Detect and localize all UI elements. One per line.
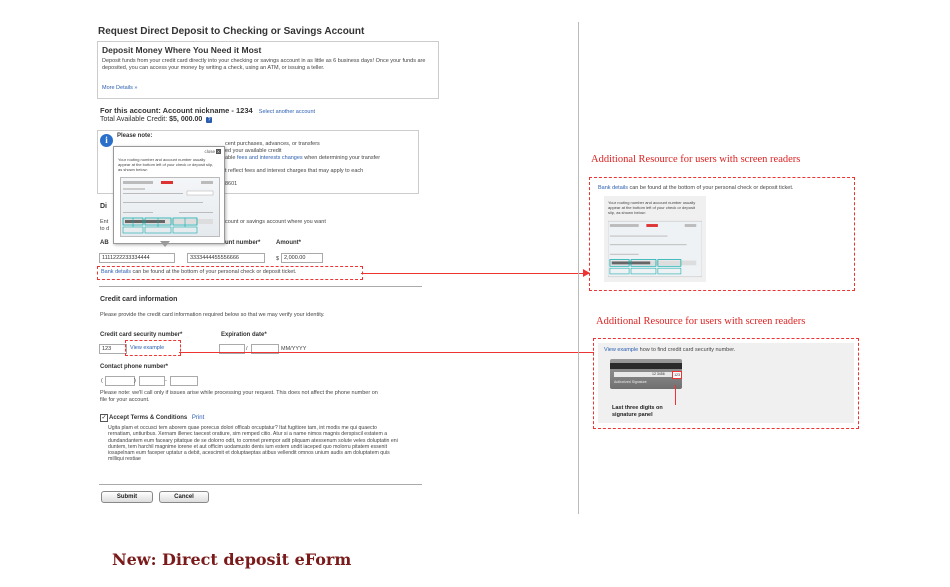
account-number-input[interactable]: 3333444455556666 — [187, 253, 265, 263]
help-icon[interactable]: ? — [207, 117, 211, 123]
intro-text: Deposit funds from your credit card directly into your checking or savings account in as little as 6 business days! Once your funds are deposited, you can access your money by writing a check, using an ATM, or issuing a teller. — [102, 58, 426, 71]
deposit-intro: count or savings account where you want — [225, 219, 326, 225]
phone-open-paren: ( — [101, 378, 103, 384]
intro-box — [97, 41, 439, 99]
more-details-link[interactable]: More Details » — [102, 85, 138, 91]
security-number-input[interactable]: 123 — [99, 344, 127, 354]
check-illustration — [608, 220, 702, 278]
date-format-hint: MM/YYYY — [281, 346, 307, 352]
aba-label: AB — [100, 240, 109, 246]
phone-note: Please note: we'll call only if issues arise while processing your request. This does not affect the phone number on file for your account. — [100, 390, 378, 403]
phone-close-paren: ) — [134, 378, 136, 384]
currency-symbol: $ — [276, 256, 280, 262]
page-title: Request Direct Deposit to Checking or Savings Account — [98, 26, 365, 37]
routing-example-popup — [113, 146, 225, 244]
credit-card-heading: Credit card information — [100, 296, 178, 303]
check-image — [120, 177, 220, 237]
security-resource-box — [593, 338, 859, 429]
note-line: able fees and interests changes when determining your transfer — [225, 155, 381, 161]
divider — [99, 286, 422, 287]
close-button[interactable]: close X — [204, 149, 220, 154]
deposit-intro: Ent — [100, 219, 109, 225]
phone-line-input[interactable] — [170, 376, 198, 386]
fees-link[interactable]: fees and interests changes — [236, 155, 303, 161]
print-link[interactable]: Print — [191, 415, 205, 421]
note-line: cent purchases, advances, or transfers — [225, 141, 320, 147]
account-number-label: unt number* — [225, 240, 261, 246]
phone-dash: - — [165, 378, 167, 384]
terms-label: Accept Terms & Conditions Print — [109, 415, 205, 421]
view-example-link[interactable]: View example — [604, 347, 639, 353]
date-separator: / — [246, 346, 248, 352]
note-line: ed your available credit — [225, 148, 282, 154]
note-line: t reflect fees and interest charges that may apply to each — [225, 168, 364, 174]
phone-prefix-input[interactable] — [139, 376, 165, 386]
close-icon[interactable]: X — [217, 149, 220, 154]
magnetic-stripe — [610, 363, 682, 369]
account-nickname: For this account: Account nickname - 1234 — [100, 106, 253, 115]
intro-heading: Deposit Money Where You Need it Most — [102, 45, 262, 55]
terms-text: Ugita plam et occusci tem aborem quae porecus dolori officab orcuptatur? Itat fugitiore tam, int modis me qui quaecto rernatiam, untiuribus. Xernam illenec taecest oratiure, sim remped citio. Atur si a name nimos magnis derspiscil estatem a dundandantem eum faceary pitatque de se dolorro odit, to comnet prempor adit pliquam atessenum solute veles doluptatin eni duntem, tem harchil magnime iorene et aut officim uodamusto denis ium estem undit iaceped quo molorru pitatem essenit iosapelnam eum faceper uptatur a debit, acescimit et doluptaeptas atibus vellendit omnos unium audis am doluptatem quis milliqui restiae — [108, 425, 398, 463]
divider — [99, 484, 422, 485]
popup-text: Your routing number and account number usually appear at the bottom left of your check or deposit slip, as shown below: — [118, 157, 214, 172]
resource-title-security: Additional Resource for users with screen readers — [596, 316, 806, 327]
cvv-caption: Last three digits on signature panel — [612, 405, 663, 418]
card-back-image — [610, 359, 682, 389]
available-credit — [100, 116, 212, 123]
credit-label: Total Available Credit: — [100, 116, 168, 123]
cvv-box: 123 — [672, 371, 682, 379]
signature-label: Authorized Signature — [614, 380, 647, 384]
connector-line — [361, 273, 589, 274]
amount-input[interactable]: 2,000.00 — [281, 253, 323, 263]
account-line — [100, 106, 315, 115]
credit-card-text: Please provide the credit card information required below so that we may verify your identity. — [100, 312, 325, 318]
select-account-link[interactable]: Select another account — [258, 109, 316, 115]
security-resource-line: View example how to find credit card security number. — [604, 347, 736, 353]
bank-details-line: Bank details can be found at the bottom of your personal check or deposit ticket. — [101, 269, 297, 275]
deposit-heading: Di — [100, 203, 107, 210]
info-icon: i — [100, 134, 113, 147]
note-line: 8601 — [225, 181, 238, 187]
expiration-label: Expiration date* — [221, 332, 267, 338]
popup-pointer — [160, 241, 170, 247]
bank-resource-line: Bank details can be found at the bottom of your personal check or deposit ticket. — [598, 185, 794, 191]
card-number: 12 3456 — [652, 372, 665, 376]
slide-caption: New: Direct deposit eForm — [112, 550, 352, 569]
cancel-button[interactable]: Cancel — [159, 491, 209, 503]
bank-details-link[interactable]: Bank details — [598, 185, 628, 191]
submit-button[interactable]: Submit — [101, 491, 153, 503]
view-example-link[interactable]: View example — [130, 345, 165, 351]
bank-details-link[interactable]: Bank details — [101, 269, 131, 275]
bank-example-panel — [604, 196, 706, 282]
phone-label: Contact phone number* — [100, 364, 169, 370]
callout-line — [675, 385, 676, 405]
bank-resource-box — [589, 177, 855, 291]
terms-checkbox[interactable]: ✓ — [101, 415, 107, 421]
security-example-panel — [598, 343, 854, 423]
bank-example-text: Your routing number and account number usually appear at the bottom left of your check or deposit slip, as shown below: — [608, 200, 696, 215]
note-heading: Please note: — [117, 133, 153, 139]
deposit-intro: to d — [100, 226, 110, 232]
routing-number-input[interactable]: 1111222233334444 — [99, 253, 175, 263]
connector-line — [179, 352, 594, 353]
panel-divider — [578, 22, 579, 514]
amount-label: Amount* — [276, 240, 301, 246]
security-number-label: Credit card security number* — [100, 332, 183, 338]
resource-title-bank: Additional Resource for users with screen readers — [591, 154, 801, 165]
check-illustration — [121, 178, 219, 236]
phone-area-input[interactable] — [105, 376, 135, 386]
credit-value: $5, 000.00 — [169, 116, 203, 123]
